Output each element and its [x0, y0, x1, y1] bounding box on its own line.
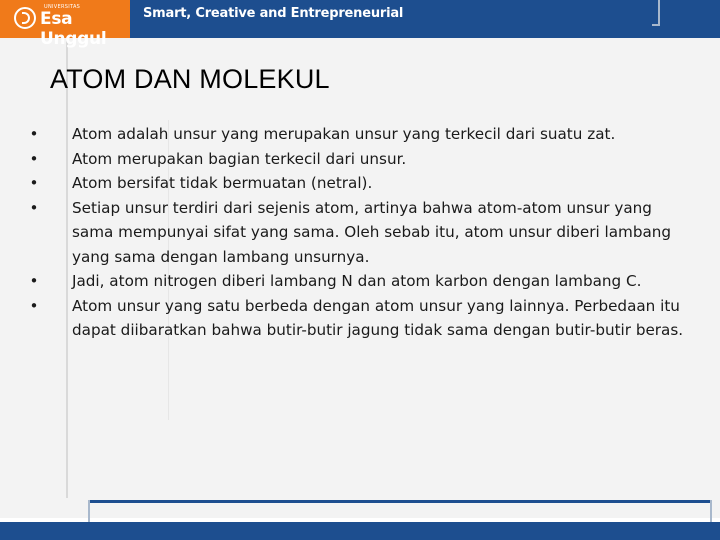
bullet-dot: •	[29, 272, 39, 290]
header-frame-decoration	[652, 0, 660, 26]
footer-bar	[0, 522, 720, 540]
logo-small-text: UNIVERSITAS	[44, 4, 81, 10]
bullet-dot: •	[29, 296, 39, 315]
bullet-dot: •	[29, 198, 39, 217]
bullet-dot: •	[29, 149, 39, 168]
bullet-text: Atom merupakan bagian terkecil dari unsur.	[72, 149, 407, 168]
bullet-item	[28, 196, 698, 270]
slide-title: ATOM DAN MOLEKUL	[50, 64, 330, 94]
header-bar	[0, 0, 720, 49]
bullet-text: Atom bersifat tidak bermuatan (netral).	[72, 174, 373, 192]
bullet-text: Setiap unsur terdiri dari sejenis atom, artinya bahwa atom-atom unsur yang sama mempunyai sifat yang sama. Oleh sebab itu, atom unsur diberi lambang yang sama dengan lambang unsurnya.	[72, 198, 672, 266]
footer-frame-decoration	[88, 500, 712, 522]
bullet-item	[28, 122, 698, 147]
footer-line	[90, 500, 710, 503]
bullet-text: Atom unsur yang satu berbeda dengan atom unsur yang lainnya. Perbedaan itu dapat diibaratkan bahwa butir-butir jagung tidak sama dengan butir-butir beras.	[72, 296, 684, 339]
bullet-text: Jadi, atom nitrogen diberi lambang N dan atom karbon dengan lambang C.	[72, 272, 642, 290]
university-logo	[0, 0, 130, 49]
bullet-item	[28, 147, 698, 172]
bullet-list	[28, 122, 698, 343]
tagline: Smart, Creative and Entrepreneurial	[143, 6, 404, 21]
bullet-dot: •	[29, 125, 39, 143]
logo-text: Esa Unggul	[40, 9, 107, 49]
logo-emblem-icon	[14, 7, 36, 29]
bullet-item	[28, 171, 698, 196]
bullet-item	[28, 294, 698, 343]
bullet-dot: •	[29, 174, 39, 192]
bullet-item	[28, 269, 698, 294]
bullet-text: Atom adalah unsur yang merupakan unsur yang terkecil dari suatu zat.	[72, 125, 616, 143]
